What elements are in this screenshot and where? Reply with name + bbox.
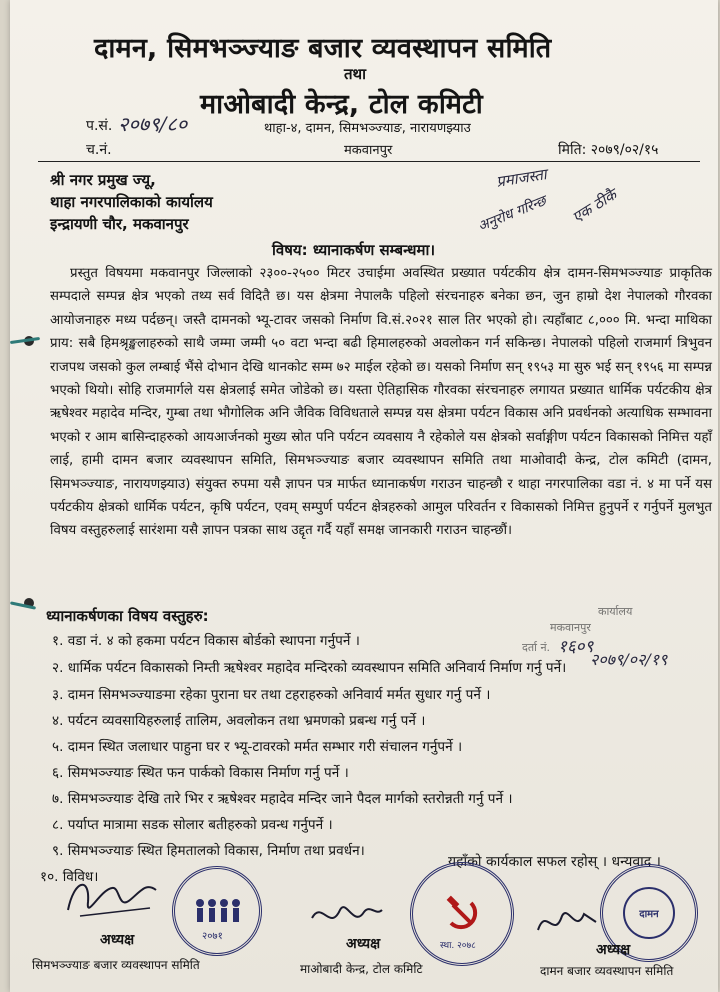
signatory-role-left: अध्यक्ष — [100, 932, 135, 948]
subject-line: विषय: ध्यानाकर्षण सम्बन्धमा। — [272, 241, 436, 259]
handwritten-note-line2: अनुरोध गरिन्छ — [475, 193, 549, 235]
people-emblem-icon — [192, 897, 242, 925]
list-item: १. वडा नं. ४ को हकमा पर्यटन विकास बोर्डको स्थापना गर्नुपर्ने । — [52, 633, 360, 649]
patra-number-label: प.सं. — [86, 118, 113, 134]
address: थाहा-४, दामन, सिमभञ्ज्याङ, नारायणझ्याउ — [264, 121, 471, 136]
list-item: ५. दामन स्थित जलाधार पाहुना घर र भ्यू-टावरको मर्मत सम्भार गरी संचालन गर्नुपर्ने । — [52, 739, 463, 755]
seal-left-year: २०७१ — [202, 931, 223, 942]
items-heading: ध्यानाकर्षणका विषय वस्तुहरु: — [46, 607, 209, 625]
org-title-conjunction: तथा — [344, 65, 367, 83]
recipient-line2: थाहा नगरपालिकाको कार्यालय — [50, 193, 213, 211]
hammer-sickle-icon — [441, 893, 483, 935]
seal-middle-year: स्था. २०७८ — [440, 941, 476, 951]
list-item: ३. दामन सिमभञ्ज्याङमा रहेका पुराना घर तथा टहराहरुको अनिवार्य मर्मत सुधार गर्नु पर्ने । — [52, 687, 491, 703]
letter-date: मिति: २०७९/०२/१५ — [558, 142, 659, 158]
signature-right — [532, 900, 602, 950]
received-stamp-date: २०७९/०२/१९ — [590, 650, 668, 669]
list-item: ४. पर्यटन व्यवसायिहरुलाई तालिम, अवलोकन तथा भ्रमणको प्रबन्ध गर्नु पर्ने । — [52, 713, 426, 729]
list-item: २. धार्मिक पर्यटन विकासको निम्ती ऋषेश्वर महादेव मन्दिरको व्यवस्थापन समिति अनिवार्य निर्माण गर्नु पर्ने। — [52, 660, 567, 676]
signatory-org-right: दामन बजार व्यवस्थापन समिति — [540, 964, 674, 978]
seal-right-center-text: दामन — [639, 909, 659, 920]
received-stamp-office: कार्यालय — [598, 605, 633, 618]
handwritten-note-line3: एक ठीकै — [568, 185, 620, 227]
list-item: ७. सिमभञ्ज्याङ देखि तारे भिर र ऋषेश्वर महादेव मन्दिर जाने पैदल मार्गको स्तरोन्नती गर्नु पर्ने । — [52, 791, 513, 807]
list-item: ८. पर्याप्त मात्रामा सडक सोलार बतीहरुको प्रवन्ध गर्नुपर्ने । — [52, 817, 333, 833]
org-title-line2: माओबादी केन्द्र, टोल कमिटी — [200, 89, 483, 120]
received-stamp-darta-value: १६०९ — [558, 637, 594, 657]
chalani-number-label: च.नं. — [86, 142, 112, 158]
seal-left — [172, 866, 262, 956]
signature-left — [60, 870, 170, 930]
letter-sheet — [10, 0, 718, 992]
received-stamp-darta-label: दर्ता नं. — [522, 641, 551, 654]
recipient-line3: इन्द्रायणी चौर, मकवानपुर — [50, 215, 189, 233]
recipient-line1: श्री नगर प्रमुख ज्यू, — [50, 171, 156, 189]
signatory-role-right: अध्यक्ष — [596, 942, 631, 958]
district: मकवानपुर — [344, 143, 393, 158]
signatory-org-middle: माओबादी केन्द्र, टोल कमिटि — [300, 962, 423, 976]
handwritten-note-line1: प्रमाजस्ता — [494, 165, 548, 191]
list-item: १०. विविध। — [40, 869, 99, 885]
closing-line: यहाँको कार्यकाल सफल रहोस् । धन्यवाद । — [448, 854, 661, 870]
list-item: ६. सिमभञ्ज्याङ स्थित फन पार्कको विकास निर्माण गर्नु पर्ने । — [52, 765, 349, 781]
patra-number-value: २०७९/८० — [118, 112, 188, 136]
body-paragraph: प्रस्तुत विषयमा मकवानपुर जिल्लाको २३००-२५०० मिटर उचाईमा अवस्थित प्रख्यात पर्यटकीय क्षेत्र दामन-सिमभञ्ज्याङ प्राकृतिक सम्पदाले सम्पन्न क्षेत्र भएको तथ्य सर्व विदितै छ। यस क्षेत्रमा नेपालकै पहिलो संरचनाहरु बनेका छन, जुन हाम्रो देश नेपालको गौरवका आयोजनाहरु मध्य पर्दछन्। जस्तै दामनको भ्यू-टावर जसको निर्माण वि.सं.२०२१ साल तिर भएको हो। त्यहाँबाट ८,००० मि. भन्दा माथिका प्राय: सबै हिमश्रृङ्खलाहरुको साथै जम्मा जम्मी ५० वटा भन्दा बढी हिमालहरुको अवलोकन गर्न सकिन्छ। नेपालको पहिलो राजमार्ग त्रिभुवन राजपथ जसको कुल लम्बाई भैंसे दोभान देखि थानकोट सम्म ७२ माईल रहेको छ। यसको निर्माण सन् १९५३ मा सुरु भई सन् १९५६ मा सम्पन्न भएको थियो। सोहि राजमार्गले यस क्षेत्रलाई समेत जोडेको छ। यस्ता ऐतिहासिक गौरवका संरचनाहरु लगायत प्रख्यात धार्मिक पर्यटकीय क्षेत्र ऋषेश्वर महादेव मन्दिर, गुम्बा तथा भौगोलिक अनि जैविक विविधताले सम्पन्न यस क्षेत्रमा पर्यटन विकास अनि प्रवर्धनको अत्याधिक सम्भावना भएको र आम बासिन्दाहरुको आयआर्जनको मुख्य स्रोत पनि पर्यटन व्यवसाय नै रहेकोले यस क्षेत्रको सर्वाङ्गीण पर्यटन विकासको निमित्त यहाँ लाई, हामी दामन बजार व्यवस्थापन समिति, सिमभञ्ज्याङ बजार व्यवस्थापन समिति तथा माओवादी केन्द्र, टोल कमिटी (दामन, सिमभञ्ज्याङ, नारायणझ्याउ) संयुक्त रुपमा यसै ज्ञापन पत्र मार्फत ध्यानाकर्षण गराउन चाहन्छौ र थाहा नगरपालिका वडा नं. ४ मा पर्ने यस पर्यटकीय क्षेत्रको धार्मिक पर्यटन, कृषि पर्यटन, एवम् सम्पुर्ण पर्यटन क्षेत्रहरुको आमुल परिवर्तन र विकासको निमित्त हुनुपर्ने र गर्नुपर्ने मुलभुत विषय वस्तुहरुलाई सारंशमा यसै ज्ञापन पत्रका साथ उद्दृत गर्दै यहाँ समक्ष जानकारी गराउन चाहन्छौं। — [50, 266, 712, 539]
signatory-org-left: सिमभञ्ज्याङ बजार व्यवस्थापन समिति — [32, 958, 200, 972]
org-title-line1: दामन, सिमभञ्ज्याङ बजार व्यवस्थापन समिति — [94, 33, 552, 64]
list-item: ९. सिमभञ्ज्याङ स्थित हिमतालको विकास, निर्माण तथा प्रवर्धन। — [52, 843, 365, 859]
received-stamp-district: मकवानपुर — [550, 621, 591, 634]
signatory-role-middle: अध्यक्ष — [346, 936, 381, 952]
header-divider — [38, 161, 700, 162]
